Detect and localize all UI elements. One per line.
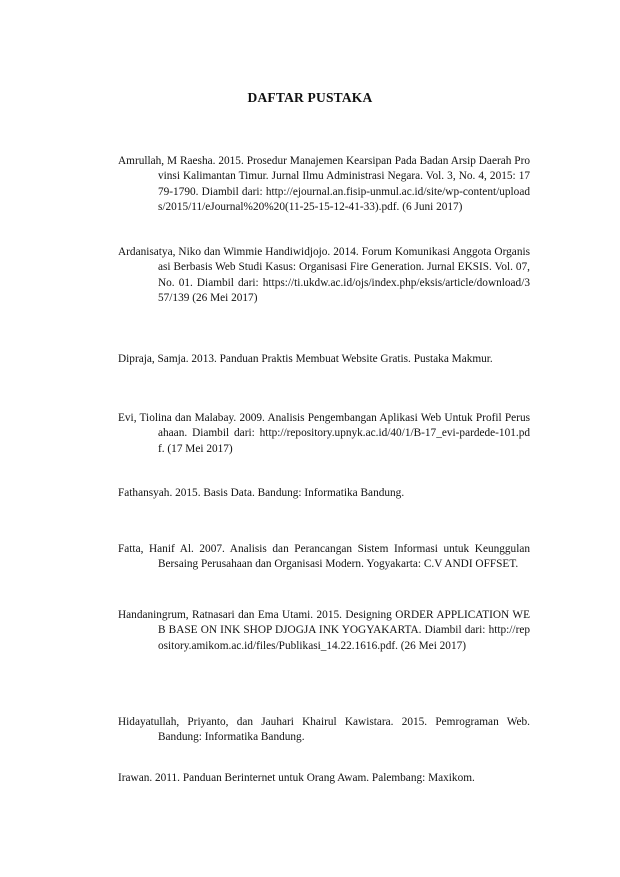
reference-entry: Irawan. 2011. Panduan Berinternet untuk Orang Awam. Palembang: Maxikom. xyxy=(118,772,475,784)
reference-entry: Fathansyah. 2015. Basis Data. Bandung: Informatika Bandung. xyxy=(118,487,405,499)
reference-entry: Ardanisatya, Niko dan Wimmie Handiwidjojo. 2014. Forum Komunikasi Anggota Organisasi Berbasis Web Studi Kasus: Organisasi Fire Generation. Jurnal EKSIS. Vol. 07, No. 01. Diambil dari: https://ti.ukdw.ac.id/ojs/index.php/eksis/article/download/357/139 (26 Mei 2017) xyxy=(118,246,530,305)
page-title: DAFTAR PUSTAKA xyxy=(247,90,373,105)
reference-entry: Evi, Tiolina dan Malabay. 2009. Analisis Pengembangan Aplikasi Web Untuk Profil Perusahaan. Diambil dari: http://repository.upnyk.ac.id/40/1/B-17_evi-pardede-101.pdf. (17 Mei 2017) xyxy=(118,412,530,455)
reference-entry: Dipraja, Samja. 2013. Panduan Praktis Membuat Website Gratis. Pustaka Makmur. xyxy=(118,353,493,365)
reference-entry: Handaningrum, Ratnasari dan Ema Utami. 2015. Designing ORDER APPLICATION WEB BASE ON INK SHOP DJOGJA INK YOGYAKARTA. Diambil dari: http://repository.amikom.ac.id/files/Publikasi_14.22.1616.pdf. (26 Mei 2017) xyxy=(118,609,530,652)
reference-entry: Amrullah, M Raesha. 2015. Prosedur Manajemen Kearsipan Pada Badan Arsip Daerah Provinsi Kalimantan Timur. Jurnal Ilmu Administrasi Negara. Vol. 3, No. 4, 2015: 1779-1790. Diambil dari: http://ejournal.an.fisip-unmul.ac.id/site/wp-content/uploads/2015/11/eJournal%20%20(11-25-15-12-41-33).pdf. (6 Juni 2017) xyxy=(118,155,530,214)
reference-entry: Hidayatullah, Priyanto, dan Jauhari Khairul Kawistara. 2015. Pemrograman Web. Bandung: Informatika Bandung. xyxy=(118,716,530,744)
reference-entry: Fatta, Hanif Al. 2007. Analisis dan Perancangan Sistem Informasi untuk Keunggulan Bersaing Perusahaan dan Organisasi Modern. Yogyakarta: C.V ANDI OFFSET. xyxy=(118,543,530,571)
